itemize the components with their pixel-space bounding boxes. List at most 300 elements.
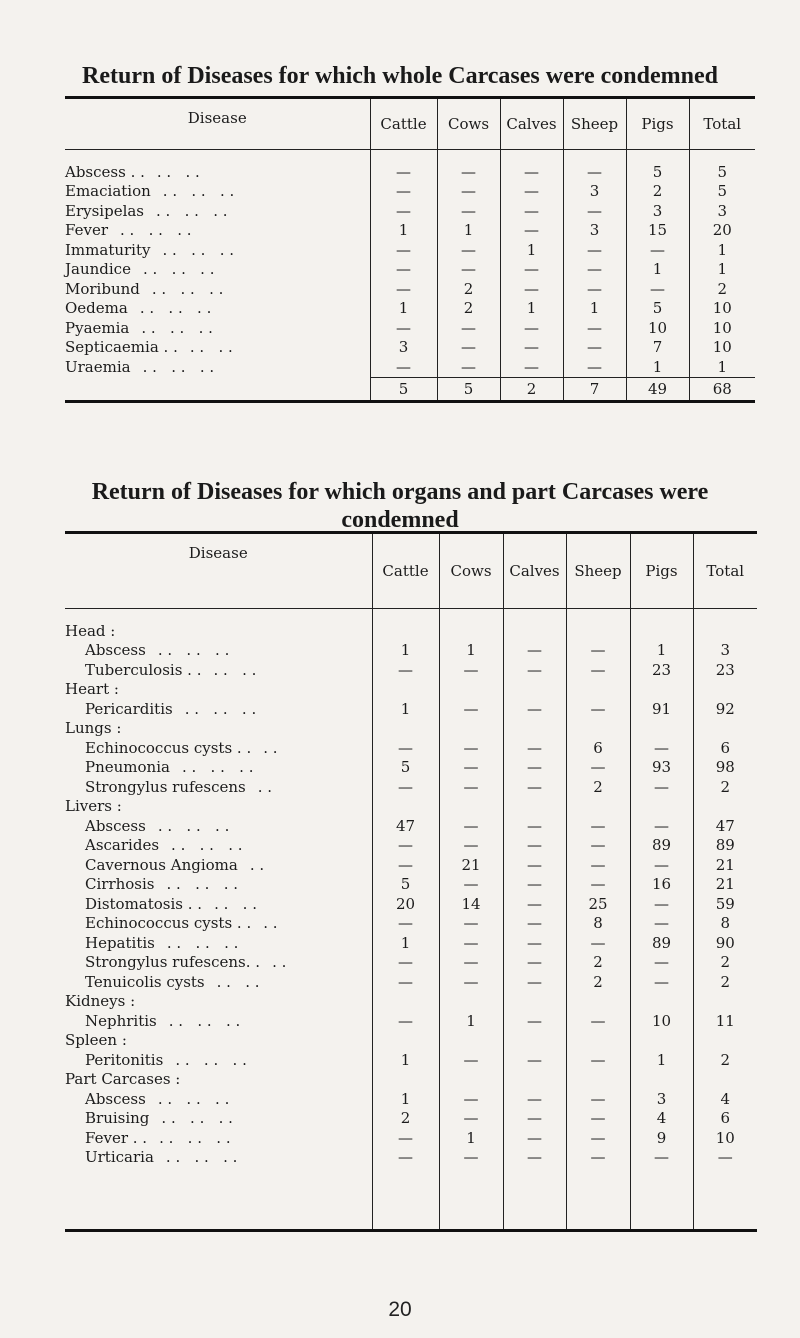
value-cell: —	[503, 738, 566, 758]
spacer-cell	[370, 150, 437, 163]
table2-title-line1: Return of Diseases for which organs and part Carcases were	[91, 479, 709, 505]
table-row	[65, 338, 755, 358]
table-row	[65, 738, 757, 758]
disease-cell	[65, 914, 372, 934]
value-cell: —	[439, 933, 503, 953]
empty-cell	[693, 992, 757, 1012]
value-cell: —	[437, 357, 500, 377]
value-cell: —	[437, 162, 500, 182]
value-cell: 14	[439, 894, 503, 914]
disease-cell	[65, 318, 370, 338]
disease-name: Oedema	[65, 299, 128, 318]
value-cell: 1	[372, 933, 439, 953]
value-cell: —	[439, 816, 503, 836]
table2-title-line2: condemned	[341, 507, 459, 533]
value-cell: —	[372, 972, 439, 992]
empty-cell	[630, 621, 693, 641]
spacer-cell	[566, 609, 630, 622]
section-row	[65, 621, 757, 641]
value-cell: —	[566, 836, 630, 856]
empty-cell	[693, 1070, 757, 1090]
value-cell: —	[566, 1050, 630, 1070]
value-cell: —	[503, 914, 566, 934]
disease-name: Echinococcus cysts . .	[85, 914, 252, 933]
value-cell: —	[439, 953, 503, 973]
column-header: Total	[693, 533, 757, 609]
value-cell: 89	[693, 836, 757, 856]
empty-cell	[372, 797, 439, 817]
disease-name: Fever	[65, 221, 108, 240]
value-cell: —	[503, 758, 566, 778]
dot-leader: . . . . . .	[142, 358, 215, 376]
disease-cell	[65, 894, 372, 914]
value-cell: —	[370, 240, 437, 260]
column-header: Cattle	[372, 533, 439, 609]
section-row	[65, 719, 757, 739]
value-cell: 92	[693, 699, 757, 719]
empty-cell	[503, 1031, 566, 1051]
column-header: Disease	[65, 98, 370, 150]
value-cell: 1	[439, 1128, 503, 1148]
value-cell: 1	[439, 641, 503, 661]
disease-name: Immaturity	[65, 240, 151, 259]
value-cell: —	[372, 1148, 439, 1168]
value-cell: —	[437, 240, 500, 260]
disease-name: Abscess	[85, 1089, 146, 1108]
value-cell: —	[563, 338, 626, 358]
empty-cell	[372, 719, 439, 739]
value-cell: —	[563, 357, 626, 377]
value-cell: 3	[693, 641, 757, 661]
empty-cell	[372, 1070, 439, 1090]
value-cell: 1	[563, 299, 626, 319]
value-cell: —	[439, 1089, 503, 1109]
value-cell: —	[372, 660, 439, 680]
empty-cell	[503, 1070, 566, 1090]
value-cell: —	[500, 201, 563, 221]
value-cell: —	[630, 914, 693, 934]
section-label: Livers :	[65, 797, 122, 816]
spacer-cell	[693, 1167, 757, 1231]
value-cell: —	[566, 875, 630, 895]
value-cell: 3	[630, 1089, 693, 1109]
value-cell: —	[563, 201, 626, 221]
empty-cell	[372, 621, 439, 641]
value-cell: 1	[630, 1050, 693, 1070]
dot-leader: . . . . . .	[165, 1148, 238, 1167]
spacer-cell	[439, 609, 503, 622]
value-cell: —	[566, 758, 630, 778]
value-cell: 21	[693, 855, 757, 875]
value-cell: —	[503, 972, 566, 992]
value-cell: —	[370, 260, 437, 280]
value-cell: —	[626, 279, 689, 299]
table-row	[65, 1089, 757, 1109]
disease-cell	[65, 953, 372, 973]
value-cell: 2	[566, 972, 630, 992]
value-cell: 6	[693, 738, 757, 758]
value-cell: —	[370, 318, 437, 338]
column-header: Cows	[437, 98, 500, 150]
disease-name: Tenuicolis cysts	[85, 972, 205, 991]
dot-leader: . . . . . .	[120, 221, 192, 240]
empty-cell	[439, 992, 503, 1012]
disease-cell	[65, 240, 370, 260]
value-cell: 23	[693, 660, 757, 680]
dot-leader: . . . . . .	[166, 933, 239, 952]
value-cell: —	[500, 338, 563, 358]
dot-leader: . . . . . .	[166, 875, 239, 894]
section-row	[65, 1031, 757, 1051]
column-header: Calves	[500, 98, 563, 150]
disease-cell	[65, 1148, 372, 1168]
value-cell: 9	[630, 1128, 693, 1148]
value-cell: —	[370, 201, 437, 221]
value-cell: 5	[626, 162, 689, 182]
value-cell: —	[503, 1050, 566, 1070]
dot-leader: . .	[257, 777, 273, 796]
disease-cell	[65, 699, 372, 719]
dot-leader: . . . . . .	[184, 699, 257, 718]
value-cell: —	[630, 816, 693, 836]
dot-leader: . . . . . .	[175, 1050, 247, 1069]
spacer-row	[65, 609, 757, 622]
dot-leader: . . . . . .	[142, 260, 215, 279]
empty-cell	[439, 797, 503, 817]
value-cell: —	[372, 1128, 439, 1148]
empty-cell	[566, 992, 630, 1012]
value-cell: 5	[689, 162, 755, 182]
disease-name: Nephritis	[85, 1011, 157, 1030]
disease-cell	[65, 357, 370, 377]
value-cell: —	[503, 816, 566, 836]
disease-name: Distomatosis . .	[85, 894, 203, 913]
header-row	[65, 533, 757, 609]
disease-cell	[65, 972, 372, 992]
value-cell: —	[503, 933, 566, 953]
value-cell: 2	[626, 182, 689, 202]
dot-leader: . . . .	[156, 162, 200, 181]
dot-leader: . .	[272, 953, 287, 972]
value-cell: —	[437, 201, 500, 221]
value-cell: 6	[693, 1109, 757, 1129]
spacer-cell	[500, 150, 563, 163]
disease-cell	[65, 875, 372, 895]
total-cell: 49	[626, 377, 689, 401]
value-cell: —	[500, 318, 563, 338]
value-cell: —	[566, 1148, 630, 1168]
value-cell: 2	[566, 953, 630, 973]
empty-cell	[439, 621, 503, 641]
disease-name: Moribund	[65, 279, 140, 298]
table-row	[65, 182, 755, 202]
value-cell: 2	[693, 972, 757, 992]
value-cell: 2	[437, 279, 500, 299]
spacer-cell	[437, 150, 500, 163]
value-cell: 1	[437, 221, 500, 241]
value-cell: 1	[500, 299, 563, 319]
spacer-cell	[566, 1167, 630, 1231]
value-cell: 10	[630, 1011, 693, 1031]
value-cell: —	[372, 777, 439, 797]
value-cell: 1	[372, 699, 439, 719]
empty-cell	[503, 680, 566, 700]
spacer-row	[65, 150, 755, 163]
value-cell: 2	[437, 299, 500, 319]
spacer-cell	[693, 609, 757, 622]
value-cell: —	[630, 1148, 693, 1168]
header-row	[65, 98, 755, 150]
disease-name: Erysipelas	[65, 201, 145, 220]
dot-leader: . .	[263, 914, 278, 933]
value-cell: 23	[630, 660, 693, 680]
disease-name: Abscess	[85, 816, 146, 835]
disease-name: Echinococcus cysts . .	[85, 738, 252, 757]
value-cell: 47	[693, 816, 757, 836]
section-label: Lungs :	[65, 719, 122, 738]
value-cell: —	[563, 240, 626, 260]
value-cell: 3	[626, 201, 689, 221]
disease-name: Cavernous Angioma	[85, 855, 238, 874]
table-row	[65, 201, 755, 221]
value-cell: 1	[372, 1050, 439, 1070]
disease-cell	[65, 933, 372, 953]
value-cell: 21	[693, 875, 757, 895]
value-cell: —	[372, 855, 439, 875]
disease-cell	[65, 279, 370, 299]
value-cell: —	[503, 660, 566, 680]
disease-cell	[65, 836, 372, 856]
table-row	[65, 914, 757, 934]
value-cell: —	[503, 1109, 566, 1129]
value-cell: 1	[370, 299, 437, 319]
value-cell: —	[566, 660, 630, 680]
dot-leader: . . . . . .	[139, 299, 212, 318]
value-cell: 5	[372, 875, 439, 895]
spacer-cell	[503, 609, 566, 622]
disease-cell	[65, 1109, 372, 1129]
empty-cell	[566, 1031, 630, 1051]
value-cell: —	[439, 1148, 503, 1168]
spacer-cell	[630, 1167, 693, 1231]
value-cell: —	[439, 972, 503, 992]
table-row	[65, 221, 755, 241]
disease-name: Uraemia	[65, 358, 131, 376]
empty-cell	[630, 992, 693, 1012]
value-cell: 93	[630, 758, 693, 778]
dot-leader: . .	[263, 738, 278, 757]
value-cell: —	[503, 855, 566, 875]
value-cell: —	[630, 777, 693, 797]
spacer-cell	[439, 1167, 503, 1231]
dot-leader: . . . .	[216, 972, 260, 991]
value-cell: 5	[689, 182, 755, 202]
disease-cell	[65, 1050, 372, 1070]
empty-cell	[372, 680, 439, 700]
dot-leader: . . . . . .	[171, 836, 243, 855]
value-cell: 4	[630, 1109, 693, 1129]
value-cell: —	[439, 758, 503, 778]
value-cell: 89	[630, 933, 693, 953]
value-cell: —	[437, 182, 500, 202]
value-cell: —	[563, 318, 626, 338]
value-cell: —	[563, 162, 626, 182]
value-cell: 3	[563, 182, 626, 202]
empty-cell	[693, 797, 757, 817]
empty-cell	[630, 680, 693, 700]
page-number: 20	[388, 1298, 412, 1321]
empty-cell	[372, 1031, 439, 1051]
table-row	[65, 260, 755, 280]
section-row	[65, 1070, 757, 1090]
value-cell: —	[630, 855, 693, 875]
value-cell: —	[503, 699, 566, 719]
value-cell: —	[439, 914, 503, 934]
value-cell: 1	[689, 260, 755, 280]
value-cell: —	[370, 279, 437, 299]
table-row	[65, 816, 757, 836]
disease-name: Ascarides	[85, 836, 160, 855]
value-cell: 11	[693, 1011, 757, 1031]
value-cell: —	[370, 182, 437, 202]
value-cell: —	[439, 699, 503, 719]
value-cell: —	[370, 357, 437, 377]
value-cell: 21	[439, 855, 503, 875]
value-cell: 1	[626, 357, 689, 377]
table-row	[65, 1148, 757, 1168]
empty-cell	[503, 719, 566, 739]
value-cell: —	[372, 836, 439, 856]
value-cell: —	[437, 318, 500, 338]
value-cell: —	[503, 1128, 566, 1148]
empty-cell	[566, 680, 630, 700]
value-cell: —	[503, 1089, 566, 1109]
empty-cell	[566, 1070, 630, 1090]
value-cell: 1	[370, 221, 437, 241]
disease-cell	[65, 182, 370, 202]
dot-leader: . . . . . .	[161, 1109, 233, 1128]
dot-leader: . . . . . .	[159, 1128, 231, 1147]
disease-cell	[65, 162, 370, 182]
value-cell: 2	[693, 953, 757, 973]
disease-cell	[65, 1128, 372, 1148]
value-cell: 6	[566, 738, 630, 758]
total-cell: 5	[370, 377, 437, 401]
table-row	[65, 894, 757, 914]
table-row	[65, 660, 757, 680]
value-cell: —	[630, 953, 693, 973]
empty-cell	[566, 797, 630, 817]
value-cell: —	[500, 260, 563, 280]
dot-leader: . . . . . .	[181, 758, 254, 777]
column-header: Cattle	[370, 98, 437, 150]
value-cell: —	[439, 1109, 503, 1129]
value-cell: —	[437, 260, 500, 280]
table-row	[65, 299, 755, 319]
whole-carcases-table	[65, 96, 755, 403]
value-cell: 8	[566, 914, 630, 934]
value-cell: —	[439, 875, 503, 895]
value-cell: —	[566, 933, 630, 953]
disease-cell	[65, 1011, 372, 1031]
disease-cell	[65, 855, 372, 875]
disease-name: Strongylus rufescens. .	[85, 953, 261, 972]
value-cell: 10	[689, 318, 755, 338]
value-cell: 20	[372, 894, 439, 914]
total-cell: 2	[500, 377, 563, 401]
disease-cell	[65, 299, 370, 319]
dot-leader: . . . .	[214, 894, 257, 913]
value-cell: —	[503, 953, 566, 973]
disease-cell	[65, 221, 370, 241]
value-cell: —	[437, 338, 500, 358]
value-cell: —	[693, 1148, 757, 1168]
value-cell: 1	[626, 260, 689, 280]
dot-leader: . . . . . .	[157, 1089, 230, 1108]
value-cell: 2	[689, 279, 755, 299]
spacer-cell	[65, 1167, 372, 1231]
value-cell: —	[566, 1089, 630, 1109]
value-cell: 5	[626, 299, 689, 319]
table-row	[65, 279, 755, 299]
value-cell: —	[500, 162, 563, 182]
empty-cell	[372, 992, 439, 1012]
empty-cell	[630, 797, 693, 817]
value-cell: —	[372, 953, 439, 973]
value-cell: 2	[566, 777, 630, 797]
empty-cell	[693, 1031, 757, 1051]
dot-leader: . . . . . .	[141, 318, 213, 337]
dot-leader: . .	[249, 855, 265, 874]
empty-cell	[503, 992, 566, 1012]
spacer-cell	[626, 150, 689, 163]
value-cell: 3	[563, 221, 626, 241]
spacer-cell	[65, 150, 370, 163]
table-row	[65, 933, 757, 953]
disease-cell	[65, 1089, 372, 1109]
value-cell: —	[370, 162, 437, 182]
value-cell: 10	[626, 318, 689, 338]
value-cell: —	[630, 972, 693, 992]
value-cell: 47	[372, 816, 439, 836]
disease-name: Abscess . .	[65, 162, 145, 181]
table-row	[65, 318, 755, 338]
value-cell: —	[566, 1109, 630, 1129]
spacer-row	[65, 1167, 757, 1231]
value-cell: 59	[693, 894, 757, 914]
disease-name: Jaundice	[65, 260, 131, 279]
column-header: Pigs	[630, 533, 693, 609]
dot-leader: . . . . . .	[168, 1011, 241, 1030]
section-label: Part Carcases :	[65, 1070, 181, 1089]
empty-cell	[439, 1070, 503, 1090]
value-cell: —	[372, 738, 439, 758]
value-cell: 1	[689, 357, 755, 377]
total-cell: 7	[563, 377, 626, 401]
section-row	[65, 680, 757, 700]
value-cell: 10	[689, 338, 755, 358]
dot-leader: . . . . . .	[157, 641, 230, 660]
value-cell: 7	[626, 338, 689, 358]
value-cell: —	[500, 357, 563, 377]
value-cell: —	[372, 914, 439, 934]
value-cell: —	[630, 738, 693, 758]
empty-cell	[503, 797, 566, 817]
spacer-cell	[372, 1167, 439, 1231]
value-cell: —	[500, 279, 563, 299]
value-cell: —	[503, 836, 566, 856]
section-label: Kidneys :	[65, 992, 136, 1011]
